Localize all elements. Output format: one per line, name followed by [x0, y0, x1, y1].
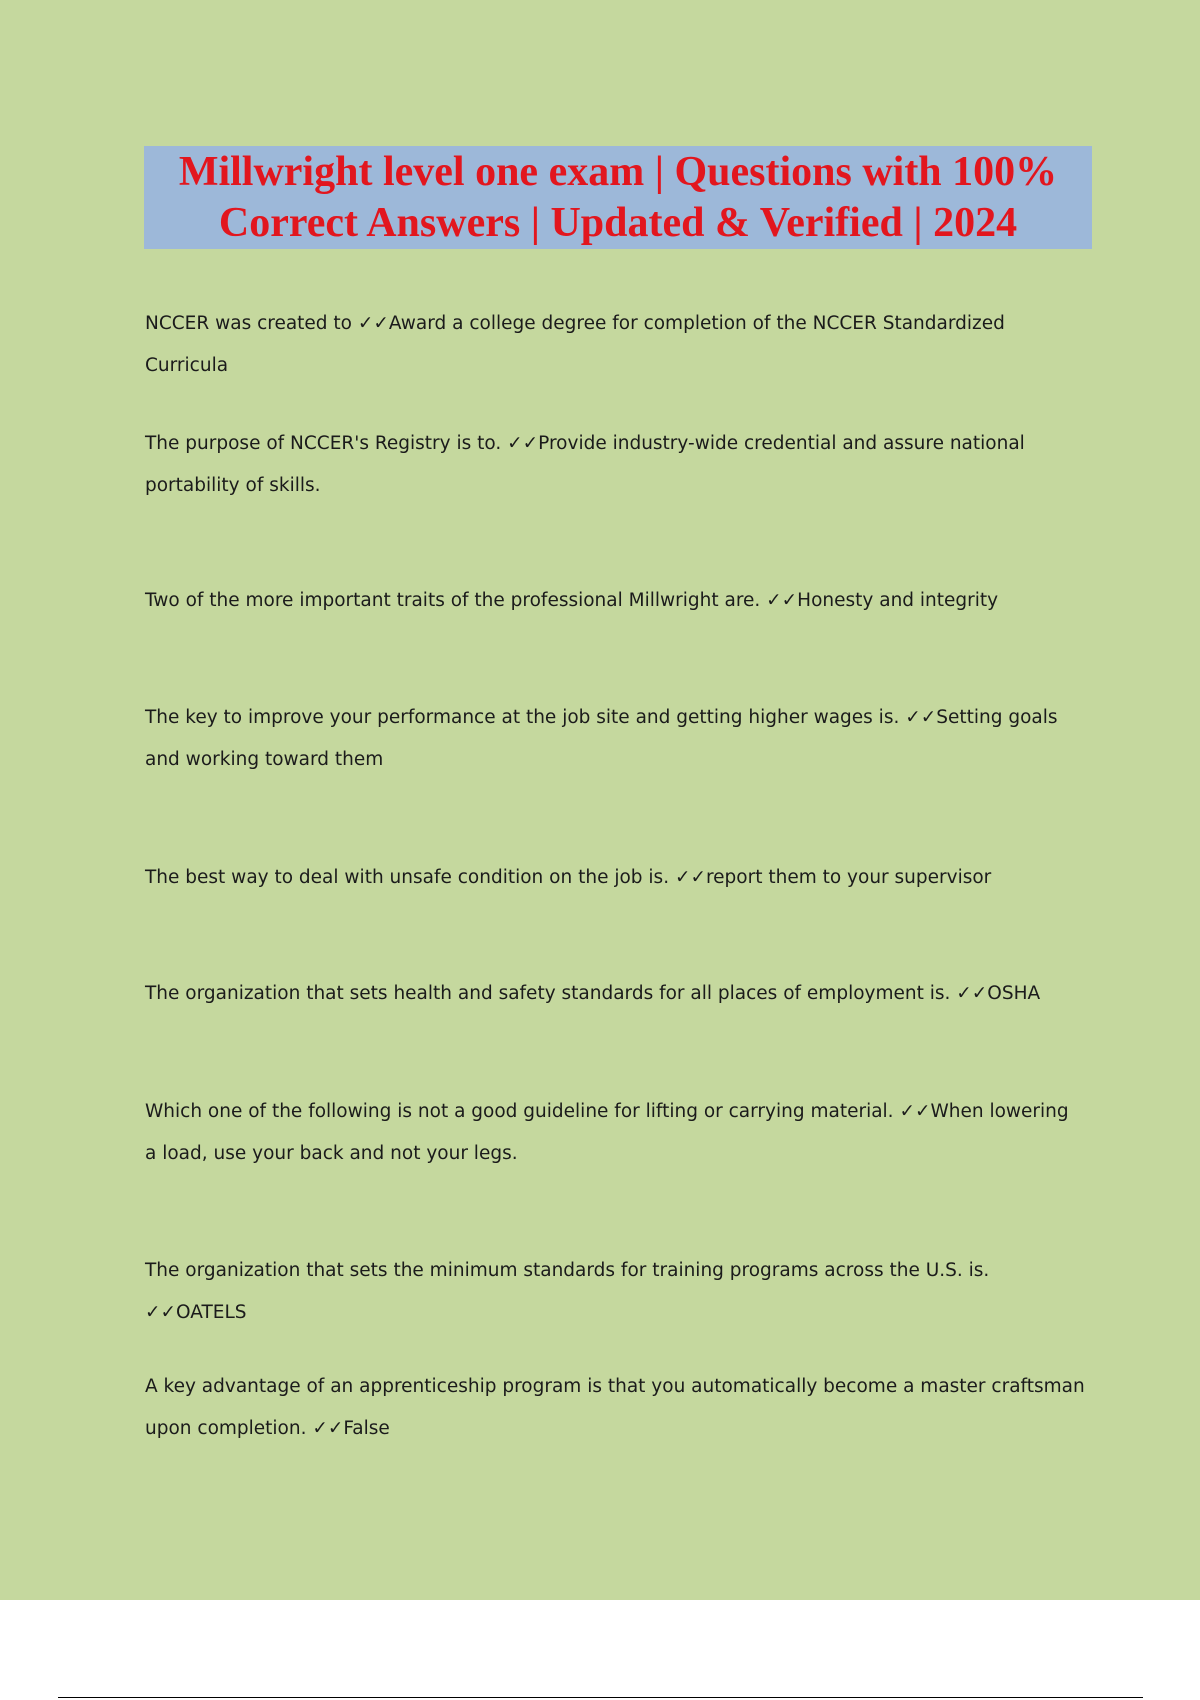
- title-banner: [144, 146, 1092, 249]
- qa-item: A key advantage of an apprenticeship program is that you automatically become a master craftsman upon completion. ✓✓False: [145, 1376, 1085, 1439]
- qa-item: The organization that sets health and safety standards for all places of employment is. ✓✓OSHA: [145, 983, 1041, 1004]
- qa-item: NCCER was created to ✓✓Award a college degree for completion of the NCCER Standardized Curricula: [145, 313, 1005, 376]
- qa-item: Two of the more important traits of the professional Millwright are. ✓✓Honesty and integrity: [145, 590, 999, 611]
- qa-item: The key to improve your performance at the job site and getting higher wages is. ✓✓Setting goals and working toward them: [145, 707, 1058, 770]
- qa-item: Which one of the following is not a good guideline for lifting or carrying material. ✓✓When lowering a load, use your back and not your legs.: [145, 1101, 1069, 1164]
- qa-item: The best way to deal with unsafe condition on the job is. ✓✓report them to your supervisor: [145, 867, 992, 888]
- footer-divider: [58, 1697, 1143, 1698]
- document-title: Millwright level one exam | Questions with 100% Correct Answers | Updated & Verified | 2024: [178, 148, 1058, 246]
- qa-item: The organization that sets the minimum standards for training programs across the U.S. is. ✓✓OATELS: [145, 1260, 990, 1323]
- qa-item: The purpose of NCCER's Registry is to. ✓✓Provide industry-wide credential and assure national portability of skills.: [145, 433, 1025, 496]
